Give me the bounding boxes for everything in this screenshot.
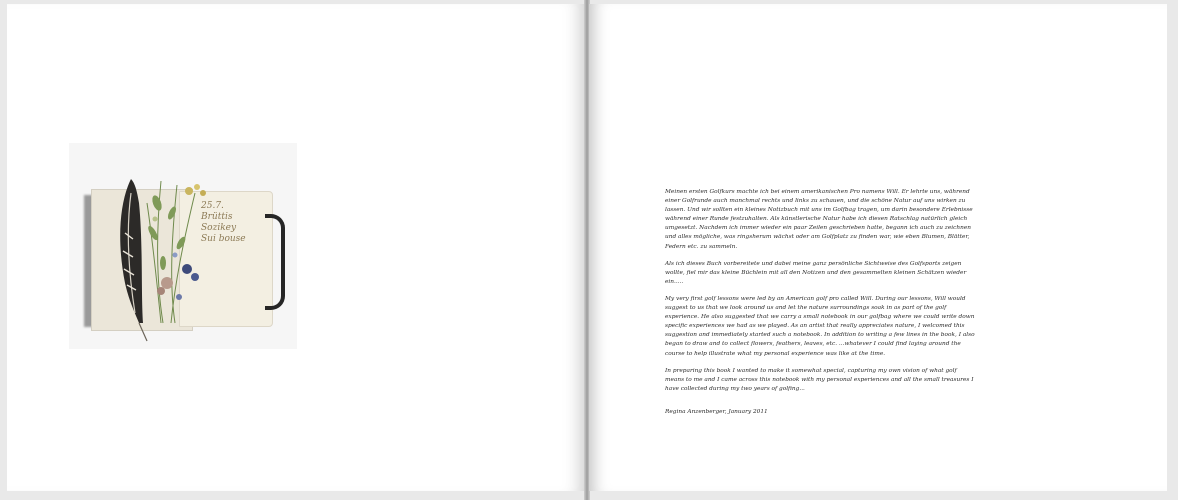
foreword-text <box>665 188 975 425</box>
paragraph-german-2: Als ich dieses Buch vorbereitete und dabei meine ganz persönliche Sichtweise des Golfsports zeigen wollte, fiel mir das kleine Büchlein mit all den Notizen und den gesammelten kleinen Schätzen wieder ein..... <box>665 260 967 285</box>
paragraph-german-1: Meinen ersten Golfkurs machte ich bei einem amerikanischen Pro namens Will. Er lehrte uns, während einer Golfrunde auch manchmal rechts und links zu schauen, und die schöne Natur auf uns wirken zu lassen. Und wir sollten ein kleines Notizbuch mit uns im Golfbag tragen, um darin besondere Erlebnisse während einer Runde festzuhalten. Als künstlerische Natur habe ich diesen Ratschlag natürlich gleich umgesetzt. Nachdem ich immer wieder ein paar Zeilen geschrieben hatte, begann ich auch zu zeichnen und alles mögliche, was ringsherum wächst oder am Golfplatz zu finden war, wie eben Blumen, Blätter, Federn etc. zu sammeln. <box>665 189 973 250</box>
author-signature: Regina Anzenberger, January 2011 <box>665 408 768 415</box>
pressed-flowers-feather-image <box>117 173 227 343</box>
handwriting-line-3: Sozikey <box>201 223 237 233</box>
handwriting-line-4: Sui bouse <box>201 234 246 244</box>
notebook-elastic-strap <box>265 214 285 310</box>
right-page <box>589 4 1167 491</box>
notebook-photo <box>69 143 297 349</box>
feather-icon <box>120 179 147 341</box>
handwriting-line-2: Brüttis <box>201 212 233 222</box>
left-page <box>7 4 585 491</box>
paragraph-english-2: In preparing this book I wanted to make it somewhat special, capturing my own vision of what golf means to me and I came across this notebook with my personal experiences and all the small treasures I have collected during my two years of golfing... <box>665 367 974 392</box>
handwriting-line-1: 25.7. <box>201 201 224 211</box>
paragraph-english-1: My very first golf lessons were led by an American golf pro called Will. During our lessons, Will would suggest to us that we look around us and let the nature surroundings soak in as part of the golf experience. He also suggested that we carry a small notebook in our golfbag where we could write down specific experiences we had as we played. As an artist that really appreciates nature, I welcomed this suggestion and immediately started such a notebook. In addition to writing a few lines in the book, I also began to draw and to collect flowers, feathers, leaves, etc. ...whatever I could find laying around the course to help illustrate what my personal experience was like at the time. <box>665 295 975 357</box>
